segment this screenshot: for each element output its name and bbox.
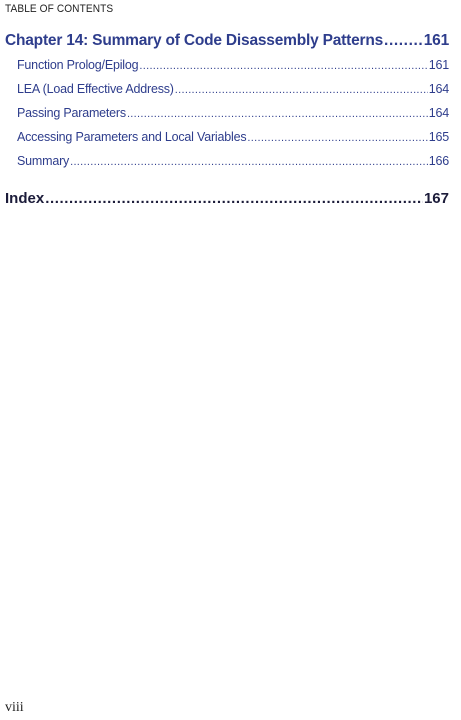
dot-leader xyxy=(70,156,428,168)
running-header: TABLE OF CONTENTS xyxy=(5,3,114,15)
toc-section-accessing-parameters[interactable] xyxy=(17,130,449,148)
section-page-number: 164 xyxy=(428,82,449,96)
dot-leader xyxy=(175,84,428,96)
chapter-title: Chapter 14: Summary of Code Disassembly Patterns xyxy=(5,32,384,49)
section-title: LEA (Load Effective Address) xyxy=(17,82,174,96)
section-title: Passing Parameters xyxy=(17,106,126,120)
chapter-page-number: 161 xyxy=(423,32,449,49)
toc-section-function-prolog-epilog[interactable] xyxy=(17,58,449,76)
section-page-number: 161 xyxy=(428,58,449,72)
dot-leader xyxy=(45,190,423,207)
toc-section-lea[interactable] xyxy=(17,82,449,100)
section-title: Accessing Parameters and Local Variables xyxy=(17,130,247,144)
dot-leader xyxy=(127,108,428,120)
page-folio: viii xyxy=(5,700,24,715)
dot-leader xyxy=(384,32,423,50)
section-title: Function Prolog/Epilog xyxy=(17,58,139,72)
toc-index[interactable] xyxy=(5,190,449,212)
dot-leader xyxy=(139,60,427,72)
index-title: Index xyxy=(5,190,45,207)
toc-section-passing-parameters[interactable] xyxy=(17,106,449,124)
toc-section-summary[interactable] xyxy=(17,154,449,172)
section-page-number: 164 xyxy=(428,106,449,120)
section-page-number: 166 xyxy=(428,154,449,168)
index-page-number: 167 xyxy=(423,190,449,207)
dot-leader xyxy=(247,132,427,144)
section-title: Summary xyxy=(17,154,70,168)
section-page-number: 165 xyxy=(428,130,449,144)
toc-chapter-14[interactable] xyxy=(5,32,449,54)
